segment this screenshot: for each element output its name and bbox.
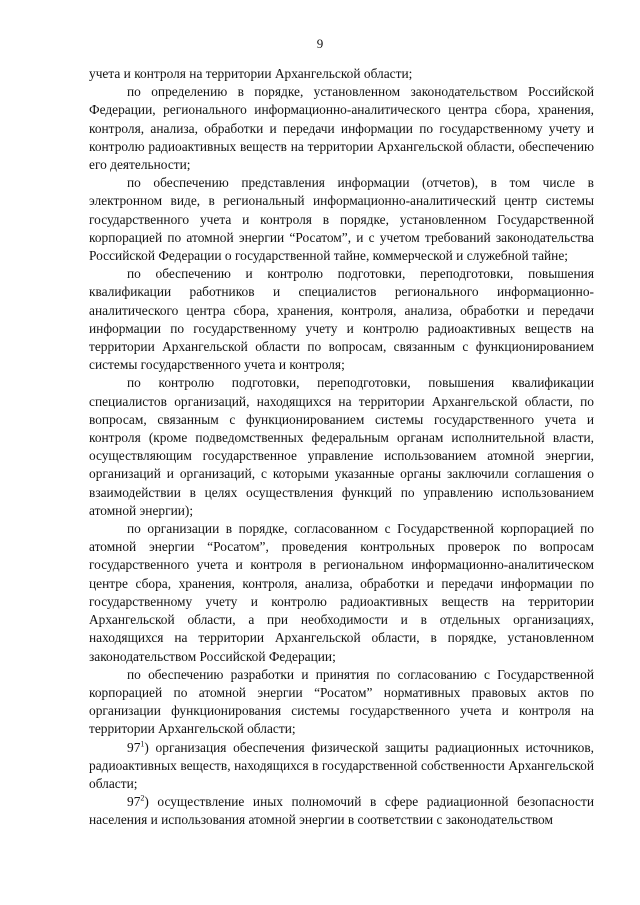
page-number: 9 <box>316 36 324 51</box>
paragraph-normative-acts: по обеспечению разработки и принятия по согласованию с Государственной корпорацией по атомной энергии “Росатом” нормативных правовых актов по организации функционирования системы государственного учета и контроля на территории Архангельской области; <box>89 666 594 737</box>
item-97-1-number: 97 <box>127 739 141 755</box>
paragraph-inspections: по организации в порядке, согласованном с Государственной корпорацией по атомной энергии “Росатом”, проведения контрольных проверок по вопросам государственного учета и контроля в региональном информационно-аналитическом центре сбора, хранения, контроля, анализа, обработки и передачи информации по государственному учету и контролю радиоактивных веществ на территории Архангельской области, а при необходимости и в отдельных организациях, находящихся на территории Архангельской области, в порядке, установленном законодательством Российской Федерации; <box>89 521 594 664</box>
item-97-2 <box>89 793 594 829</box>
paragraph-training-control: по контролю подготовки, переподготовки, повышения квалификации специалистов организаций, находящихся на территории Архангельской области, по вопросам, связанным с функционированием системы государственного учета и контроля (кроме подведомственных федеральным органам исполнительной власти, осуществляющим государственное управление использованием атомной энергии, организаций и организаций, с которыми указанные органы заключили соглашения о взаимодействии в целях осуществления функций по управлению использованием атомной энергии); <box>89 375 594 518</box>
paragraph-regional-center: по определению в порядке, установленном законодательством Российской Федерации, регионального информационно-аналитического центра сбора, хранения, контроля, анализа, обработки и передачи информации по государственному учету и контролю радиоактивных веществ на территории Архангельской области, обеспечению его деятельности; <box>89 84 594 173</box>
document-body <box>89 65 594 830</box>
item-97-1 <box>89 739 594 794</box>
paragraph-training-center-staff: по обеспечению и контролю подготовки, переподготовки, повышения квалификации работников и специалистов регионального информационно-аналитического центра сбора, хранения, контроля, анализа, обработки и передачи информации по государственному учету и контролю радиоактивных веществ на территории Архангельской области по вопросам, связанным с функционированием системы государственного учета и контроля; <box>89 266 594 373</box>
paragraph-reporting: по обеспечению представления информации (отчетов), в том числе в электронном виде, в региональный информационно-аналитический центр системы государственного учета и контроля в порядке, установленном Государственной корпорацией по атомной энергии “Росатом”, и с учетом требований законодательства Российской Федерации о государственной тайне, коммерческой и служебной тайне; <box>89 175 594 264</box>
item-97-2-number: 97 <box>127 794 141 810</box>
paragraph-continuation: учета и контроля на территории Архангельской области; <box>89 66 413 81</box>
item-97-1-text: ) организация обеспечения физической защиты радиационных источников, радиоактивных веществ, находящихся в государственной собственности Архангельской области; <box>89 739 594 791</box>
item-97-1-sup: 1 <box>140 739 145 749</box>
item-97-2-text: ) осуществление иных полномочий в сфере радиационной безопасности населения и использования атомной энергии в соответствии с законодательством <box>89 794 594 828</box>
item-97-2-sup: 2 <box>140 793 145 803</box>
